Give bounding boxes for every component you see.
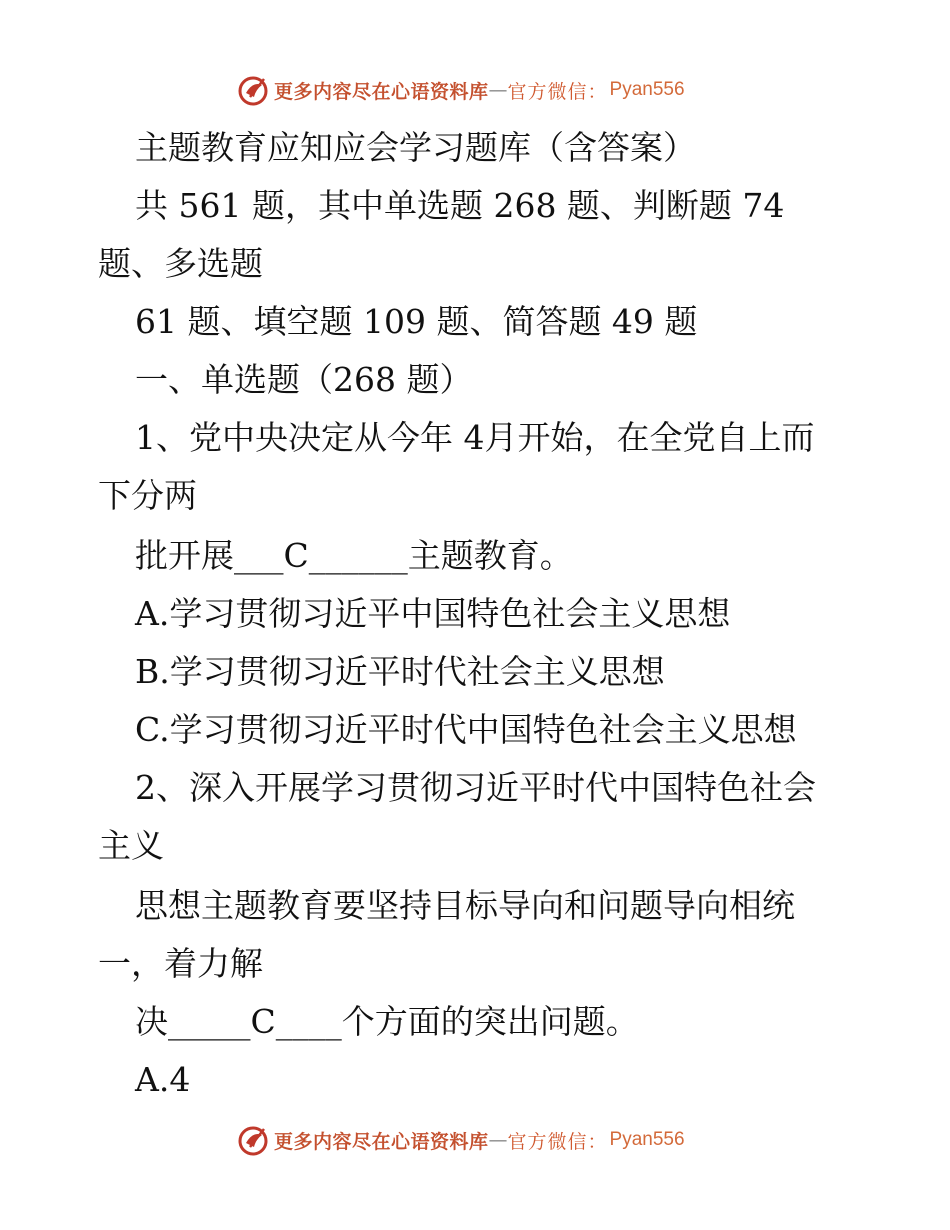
summary-line: 共 561 题，其中单选题 268 题、判断题 74 [135, 186, 785, 225]
doc-title: 主题教育应知应会学习题库（含答案） [135, 128, 696, 167]
answer-option: A.学习贯彻习近平中国特色社会主义思想 [135, 594, 731, 633]
summary-line: 题、多选题 [98, 244, 263, 283]
banner-main-text: 更多内容尽在心语资料库 [274, 80, 489, 103]
banner-official-label: 官方微信： [507, 80, 608, 103]
banner-official-label: 官方微信： [507, 1130, 608, 1153]
question-text: 一，着力解 [98, 944, 263, 983]
banner-dash: — [488, 79, 508, 101]
header-watermark [236, 70, 685, 110]
footer-watermark [236, 1120, 685, 1160]
question-text: 主义 [98, 826, 164, 865]
question-text: 2、深入开展学习贯彻习近平时代中国特色社会 [135, 768, 816, 807]
banner-dash: — [488, 1129, 508, 1151]
banner-main-text: 更多内容尽在心语资料库 [274, 1130, 489, 1153]
brand-logo-icon [236, 73, 270, 107]
question-text: 思想主题教育要坚持目标导向和问题导向相统 [135, 886, 795, 925]
brand-logo-icon [236, 1123, 270, 1157]
banner-wechat-id: Pyan556 [609, 79, 685, 100]
answer-option: A.4 [135, 1060, 191, 1099]
banner-wechat-id: Pyan556 [609, 1129, 685, 1150]
summary-line: 61 题、填空题 109 题、简答题 49 题 [135, 302, 698, 341]
question-text: 批开展___C______主题教育。 [135, 536, 573, 575]
answer-option: B.学习贯彻习近平时代社会主义思想 [135, 652, 665, 691]
section-heading: 一、单选题（268 题） [135, 360, 473, 399]
question-text: 下分两 [98, 476, 197, 515]
answer-option: C.学习贯彻习近平时代中国特色社会主义思想 [135, 710, 797, 749]
question-text: 1、党中央决定从今年 4月开始，在全党自上而 [135, 418, 815, 457]
question-text: 决_____C____个方面的突出问题。 [135, 1002, 639, 1041]
